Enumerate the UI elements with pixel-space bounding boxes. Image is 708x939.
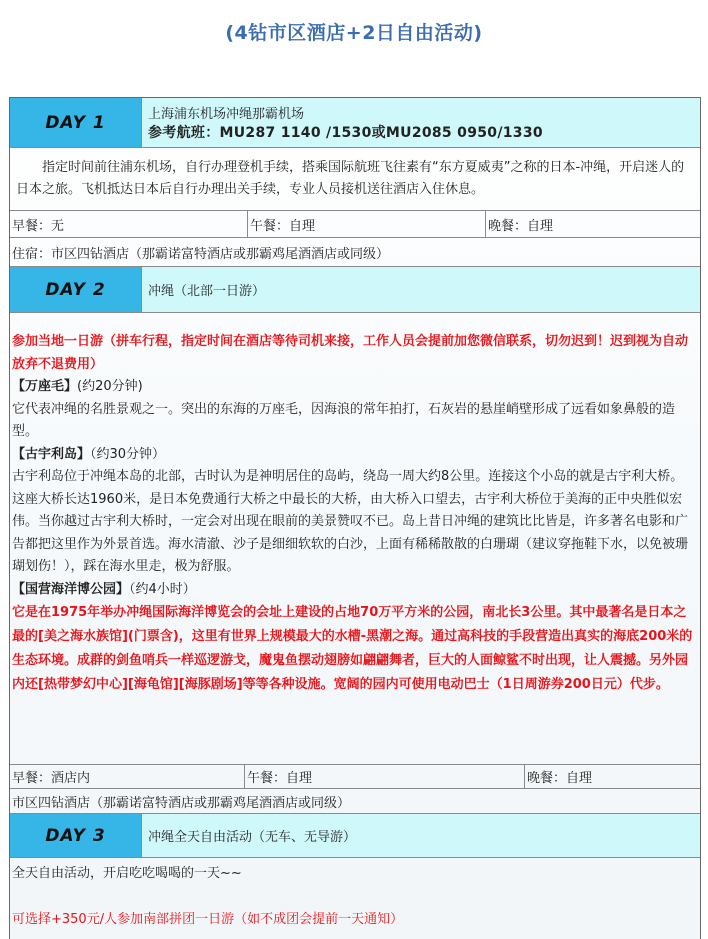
day2-meals — [10, 764, 700, 789]
spot2-heading — [12, 444, 694, 467]
day1-lunch: 午餐：自理 — [248, 211, 486, 237]
day3-label: DAY 3 — [10, 814, 142, 857]
day1-intro: 指定时间前往浦东机场，自行办理登机手续，搭乘国际航班飞往素有“东方夏威夷”之称的日本-冲绳，开启迷人的日本之旅。飞机抵达日本后自行办理出关手续，专业人员接机送往酒店入住休息。 — [10, 149, 700, 211]
day1-stay: 住宿：市区四钻酒店（那霸诺富特酒店或那霸鸡尾酒酒店或同级） — [10, 238, 700, 267]
spot2-duration: （约30分钟） — [90, 446, 166, 462]
spot3-duration: （约4小时） — [129, 581, 196, 597]
day1-header — [10, 98, 700, 148]
day3-header — [10, 814, 700, 858]
day1-meals — [10, 211, 700, 238]
day1-info — [142, 98, 700, 147]
page-title: (4钻市区酒店+2日自由活动) — [225, 22, 483, 44]
day2-info — [142, 267, 700, 312]
spot1-name: 【万座毛】 — [12, 379, 78, 394]
day3-optional-tour: 可选择+350元/人参加南部拼团一日游（如不成团会提前一天通知） — [12, 912, 404, 927]
day1-dinner: 晚餐：自理 — [488, 218, 554, 234]
day2-header — [10, 267, 700, 313]
spot2-name: 【古宇利岛】 — [12, 446, 91, 462]
day2-stay: 市区四钻酒店（那霸诺富特酒店或那霸鸡尾酒酒店或同级） — [10, 789, 700, 814]
spot1-heading — [12, 376, 694, 399]
day3-info — [142, 814, 700, 857]
spot2-description: 古宇利岛位于冲绳本岛的北部，古时认为是神明居住的岛屿，绕岛一周大约8公里。连接这个小岛的就是古宇利大桥。这座大桥长达1960米，是日本免费通行大桥之中最长的大桥，由大桥入口望去，古宇利大桥位于美海的正中央胜似宏伟。当你越过古宇利大桥时，一定会对出现在眼前的美景赞叹不已。岛上昔日冲绳的建筑比比皆是，许多著名电影和广告都把这里作为外景首选。海水清澈、沙子是细细软软的白沙，上面有稀稀散散的白珊瑚（建议穿拖鞋下水，以免被珊瑚划伤！），踩在海水里走，极为舒服。 — [12, 469, 689, 574]
day2-label: DAY 2 — [10, 267, 142, 312]
day2-route: 冲绳（北部一日游） — [148, 284, 266, 299]
day3-route: 冲绳全天自由活动（无车、无导游） — [148, 830, 357, 845]
day2-lunch: 午餐：自理 — [245, 765, 525, 788]
spot3-description: 它是在1975年举办冲绳国际海洋博览会的会址上建设的占地70万平方米的公园，南北长3公里。其中最著名是日本之最的[美之海水族馆](门票含)，这里有世界上规模最大的水槽-黑潮之海。通过高科技的手段营造出真实的海底200米的生态环境。成群的剑鱼哨兵一样巡逻游戈，魔鬼鱼摆动翅膀如翩翩舞者，巨大的人面鲸鲨不时出现，让人震撼。另外园内还[热带梦幻中心][海龟馆][海豚剧场]等等各种设施。宽阔的园内可使用电动巴士（1日周游券200日元）代步。 — [12, 605, 693, 692]
day2-notice: 参加当地一日游（拼车行程，指定时间在酒店等待司机来接，工作人员会提前加您微信联系，切勿迟到！迟到视为自动放弃不退费用） — [12, 334, 689, 372]
day2-content — [10, 331, 700, 697]
itinerary-table — [9, 97, 701, 939]
spot1-description: 它代表冲绳的名胜景观之一。突出的东海的万座毛，因海浪的常年拍打，石灰岩的悬崖峭壁形成了远看如象鼻般的造型。 — [12, 401, 676, 439]
day2-dinner: 晚餐：自理 — [527, 771, 593, 786]
day2-breakfast: 早餐：酒店内 — [10, 765, 245, 788]
spot3-name: 【国营海洋博公园】 — [12, 581, 130, 597]
spot1-duration: (约20分钟) — [77, 379, 143, 394]
spot3-heading — [12, 579, 694, 602]
day1-flight: 参考航班：MU287 1140 /1530或MU2085 0950/1330 — [148, 125, 543, 141]
day1-breakfast: 早餐：无 — [10, 211, 248, 237]
day3-description: 全天自由活动，开启吃吃喝喝的一天~~ — [12, 866, 242, 881]
day1-route: 上海浦东机场冲绳那霸机场 — [148, 107, 305, 122]
day1-label: DAY 1 — [10, 98, 142, 147]
